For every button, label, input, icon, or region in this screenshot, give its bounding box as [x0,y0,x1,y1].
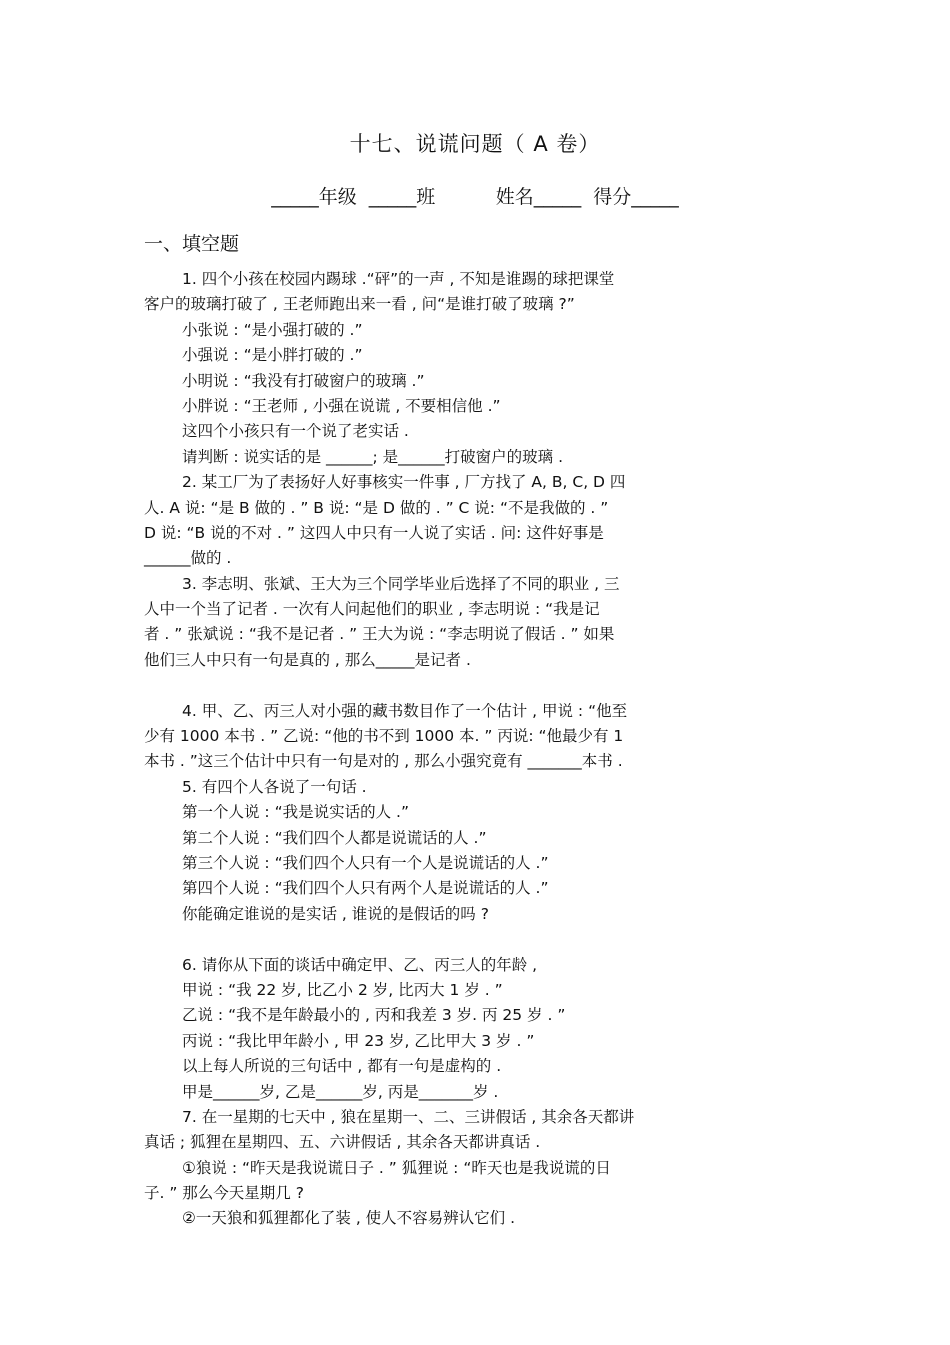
blank-line [144,673,714,698]
text-line: 1. 四个小孩在校园内踢球 .“砰”的一声 , 不知是谁踢的球把课堂 [182,270,615,288]
text-line: 小强说 : “是小胖打破的 .” [182,346,363,365]
text-line: 甲是______岁, 乙是______岁, 丙是_______岁 . [182,1082,499,1101]
text-line: ②一天狼和狐狸都化了装 , 使人不容易辨认它们 . [182,1209,516,1228]
text-line: 真话 ; 狐狸在星期四、五、六讲假话 , 其余各天都讲真话 . [144,1133,541,1152]
text-line: 少有 1000 本书 . ” 乙说: “他的书不到 1000 本. ” 丙说: “他最少有 1 [144,727,624,746]
text-line: 他们三人中只有一句是真的 , 那么_____是记者 . [144,650,471,669]
text-line: 你能确定谁说的是实话 , 谁说的是假话的吗 ? [182,904,489,923]
text-line: 者 . ” 张斌说 : “我不是记者 . ” 王大为说 : “李志明说了假话 . ” 如果 [144,625,615,644]
text-line: 第四个人说 : “我们四个人只有两个人是说谎话的人 .” [182,879,549,898]
text-line: 乙说 : “我不是年龄最小的 , 丙和我差 3 岁. 丙 25 岁 . ” [182,1006,566,1025]
text-line: 5. 有四个人各说了一句话 . [182,777,367,796]
text-line: 子. ” 那么今天星期几 ? [144,1184,304,1203]
text-line: 小明说 : “我没有打破窗户的玻璃 .” [182,371,425,390]
page-title: 十七、说谎问题（ A 卷） [349,132,601,156]
text-line: D 说: “B 说的不对 . ” 这四人中只有一人说了实话 . 问: 这件好事是 [144,523,604,542]
text-line: 2. 某工厂为了表扬好人好事核实一件事 , 厂方找了 A, B, C, D 四 [182,473,626,492]
text-line: ______做的 . [144,549,232,568]
text-line: 请判断 : 说实话的是 ______; 是______打破窗户的玻璃 . [182,447,564,466]
text-line: 6. 请你从下面的谈话中确定甲、乙、丙三人的年龄 , [182,955,538,974]
text-line: 人中一个当了记者 . 一次有人问起他们的职业 , 李志明说 : “我是记 [144,600,600,619]
text-line: 这四个小孩只有一个说了老实话 . [182,422,409,441]
text-line: 甲说 : “我 22 岁, 比乙小 2 岁, 比丙大 1 岁 . ” [182,980,503,999]
blank-line [144,927,714,952]
text-line: 客户的玻璃打破了 , 王老师跑出来一看 , 问“是谁打破了玻璃 ?” [144,295,575,314]
text-line: 3. 李志明、张斌、王大为三个同学毕业后选择了不同的职业 , 三 [182,574,620,593]
text-line: 7. 在一星期的七天中 , 狼在星期一、二、三讲假话 , 其余各天都讲 [182,1107,635,1126]
text-line: 小胖说 : “王老师 , 小强在说谎 , 不要相信他 .” [182,396,501,415]
text-line: 第一个人说 : “我是说实话的人 .” [182,803,409,822]
question-body [144,267,714,1232]
text-line: 人. A 说: “是 B 做的 . ” B 说: “是 D 做的 . ” C 说: “不是我做的 . ” [144,498,609,517]
section-title: 一、填空题 [144,233,240,255]
text-line: ①狼说 : “昨天是我说谎日子 . ” 狐狸说 : “昨天也是我说谎的日 [182,1158,611,1177]
text-line: 小张说 : “是小强打破的 .” [182,320,363,339]
text-line: 本书 . ”这三个估计中只有一句是对的 , 那么小强究竟有 _______本书 . [144,752,623,771]
text-line: 第三个人说 : “我们四个人只有一个人是说谎话的人 .” [182,853,549,872]
student-info-line: _____年级 _____班 姓名_____ 得分_____ [271,186,679,208]
text-line: 第二个人说 : “我们四个人都是说谎话的人 .” [182,828,487,847]
text-line: 丙说 : “我比甲年龄小 , 甲 23 岁, 乙比甲大 3 岁 . ” [182,1031,535,1050]
text-line: 以上每人所说的三句话中 , 都有一句是虚构的 . [182,1057,502,1076]
text-line: 4. 甲、乙、丙三人对小强的藏书数目作了一个估计 , 甲说 : “他至 [182,701,628,720]
